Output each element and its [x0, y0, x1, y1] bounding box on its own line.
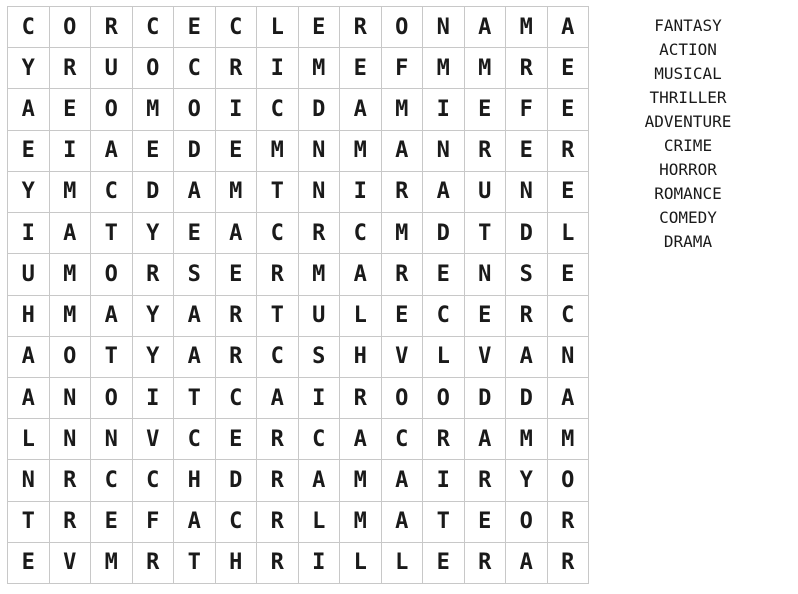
grid-cell[interactable]: N — [423, 7, 465, 48]
grid-cell[interactable]: T — [91, 213, 133, 254]
grid-cell[interactable]: O — [50, 337, 92, 378]
grid-cell[interactable]: O — [548, 460, 590, 501]
grid-cell[interactable]: E — [299, 7, 341, 48]
grid-cell[interactable]: R — [50, 502, 92, 543]
grid-cell[interactable]: N — [299, 172, 341, 213]
grid-cell[interactable]: V — [133, 419, 175, 460]
grid-cell[interactable]: D — [299, 89, 341, 130]
grid-cell[interactable]: C — [340, 213, 382, 254]
grid-cell[interactable]: A — [8, 89, 50, 130]
grid-cell[interactable]: F — [133, 502, 175, 543]
grid-cell[interactable]: D — [506, 213, 548, 254]
grid-cell[interactable]: D — [423, 213, 465, 254]
grid-cell[interactable]: I — [257, 48, 299, 89]
word-list-item: THRILLER — [649, 88, 727, 107]
grid-cell[interactable]: R — [257, 419, 299, 460]
word-list-item: ADVENTURE — [644, 112, 732, 131]
grid-cell[interactable]: R — [216, 296, 258, 337]
grid-cell[interactable]: O — [91, 89, 133, 130]
grid-cell[interactable]: I — [8, 213, 50, 254]
grid-cell[interactable]: A — [548, 7, 590, 48]
grid-cell[interactable]: M — [216, 172, 258, 213]
grid-cell[interactable]: T — [257, 172, 299, 213]
grid-cell[interactable]: T — [91, 337, 133, 378]
grid-cell[interactable]: A — [506, 543, 548, 584]
grid-cell[interactable]: R — [465, 460, 507, 501]
grid-cell[interactable]: R — [257, 502, 299, 543]
grid-cell[interactable]: L — [257, 7, 299, 48]
grid-cell[interactable]: R — [257, 254, 299, 295]
grid-cell[interactable]: O — [382, 378, 424, 419]
grid-cell[interactable]: E — [506, 131, 548, 172]
grid-cell[interactable]: L — [8, 419, 50, 460]
grid-cell[interactable]: E — [548, 48, 590, 89]
grid-cell[interactable]: T — [174, 543, 216, 584]
grid-cell[interactable]: N — [91, 419, 133, 460]
grid-cell[interactable]: D — [133, 172, 175, 213]
grid-cell[interactable]: L — [299, 502, 341, 543]
grid-cell[interactable]: A — [174, 172, 216, 213]
grid-cell[interactable]: M — [548, 419, 590, 460]
grid-cell[interactable]: M — [382, 89, 424, 130]
grid-cell[interactable]: R — [299, 213, 341, 254]
grid-cell[interactable]: M — [382, 213, 424, 254]
grid-cell[interactable]: T — [423, 502, 465, 543]
grid-cell[interactable]: E — [465, 89, 507, 130]
grid-cell[interactable]: R — [91, 7, 133, 48]
grid-cell[interactable]: R — [50, 460, 92, 501]
grid-cell[interactable]: C — [216, 378, 258, 419]
grid-cell[interactable]: R — [50, 48, 92, 89]
word-list-item: CRIME — [663, 136, 713, 155]
grid-cell[interactable]: D — [506, 378, 548, 419]
grid-cell[interactable]: C — [216, 502, 258, 543]
grid-cell[interactable]: U — [8, 254, 50, 295]
grid-cell[interactable]: E — [340, 48, 382, 89]
grid-cell[interactable]: A — [257, 378, 299, 419]
grid-cell[interactable]: R — [216, 48, 258, 89]
grid-cell[interactable]: V — [465, 337, 507, 378]
grid-cell[interactable]: C — [91, 172, 133, 213]
grid-cell[interactable]: H — [8, 296, 50, 337]
grid-cell[interactable]: C — [423, 296, 465, 337]
grid-cell[interactable]: Y — [8, 48, 50, 89]
grid-cell[interactable]: M — [91, 543, 133, 584]
grid-cell[interactable]: A — [340, 89, 382, 130]
grid-cell[interactable]: A — [174, 296, 216, 337]
grid-cell[interactable]: F — [382, 48, 424, 89]
grid-cell[interactable]: A — [91, 296, 133, 337]
grid-cell[interactable]: E — [382, 296, 424, 337]
grid-cell[interactable]: N — [50, 419, 92, 460]
grid-cell[interactable]: A — [91, 131, 133, 172]
grid-cell[interactable]: M — [506, 7, 548, 48]
word-list-item: MUSICAL — [654, 64, 722, 83]
word-list-item: HORROR — [659, 160, 717, 179]
grid-cell[interactable]: M — [133, 89, 175, 130]
grid-cell[interactable]: M — [50, 296, 92, 337]
grid-cell[interactable]: S — [299, 337, 341, 378]
grid-cell[interactable]: R — [257, 460, 299, 501]
grid-cell[interactable]: V — [382, 337, 424, 378]
grid-cell[interactable]: A — [299, 460, 341, 501]
grid-cell[interactable]: F — [506, 89, 548, 130]
word-list-item: ROMANCE — [654, 184, 722, 203]
grid-cell[interactable]: T — [8, 502, 50, 543]
grid-cell[interactable]: C — [216, 7, 258, 48]
grid-cell[interactable]: M — [423, 48, 465, 89]
grid-cell[interactable]: M — [257, 131, 299, 172]
word-list — [628, 14, 748, 254]
grid-cell[interactable]: L — [382, 543, 424, 584]
grid-cell[interactable]: R — [257, 543, 299, 584]
grid-cell[interactable]: E — [216, 254, 258, 295]
grid-cell[interactable]: C — [91, 460, 133, 501]
grid-cell[interactable]: C — [548, 296, 590, 337]
grid-cell[interactable]: N — [8, 460, 50, 501]
grid-cell[interactable]: U — [465, 172, 507, 213]
grid-cell[interactable]: U — [299, 296, 341, 337]
grid-cell[interactable]: H — [174, 460, 216, 501]
grid-cell[interactable]: C — [257, 213, 299, 254]
grid-cell[interactable]: A — [340, 254, 382, 295]
grid-cell[interactable]: A — [423, 172, 465, 213]
grid-cell[interactable]: I — [133, 378, 175, 419]
grid-cell[interactable]: V — [50, 543, 92, 584]
grid-cell[interactable]: C — [257, 89, 299, 130]
grid-cell[interactable]: R — [465, 131, 507, 172]
grid-cell[interactable]: O — [423, 378, 465, 419]
grid-cell[interactable]: D — [174, 131, 216, 172]
grid-cell[interactable]: E — [8, 131, 50, 172]
grid-cell[interactable]: M — [299, 48, 341, 89]
grid-cell[interactable]: O — [382, 7, 424, 48]
grid-cell[interactable]: I — [50, 131, 92, 172]
grid-cell[interactable]: C — [174, 419, 216, 460]
grid-cell[interactable]: Y — [8, 172, 50, 213]
grid-cell[interactable]: E — [423, 254, 465, 295]
grid-cell[interactable]: M — [50, 172, 92, 213]
grid-cell[interactable]: A — [216, 213, 258, 254]
grid-cell[interactable]: M — [506, 419, 548, 460]
grid-cell[interactable]: E — [423, 543, 465, 584]
word-search-grid — [7, 6, 589, 584]
grid-cell[interactable]: A — [8, 378, 50, 419]
grid-cell[interactable]: E — [50, 89, 92, 130]
grid-cell[interactable]: H — [216, 543, 258, 584]
grid-cell[interactable]: A — [50, 213, 92, 254]
grid-cell[interactable]: C — [382, 419, 424, 460]
grid-cell[interactable]: E — [465, 502, 507, 543]
grid-cell[interactable]: E — [8, 543, 50, 584]
grid-cell[interactable]: O — [133, 48, 175, 89]
grid-cell[interactable]: R — [548, 543, 590, 584]
grid-cell[interactable]: R — [548, 131, 590, 172]
grid-cell[interactable]: L — [423, 337, 465, 378]
grid-cell[interactable]: A — [8, 337, 50, 378]
grid-cell[interactable]: C — [257, 337, 299, 378]
grid-cell[interactable]: C — [133, 460, 175, 501]
grid-cell[interactable]: A — [174, 337, 216, 378]
grid-cell[interactable]: E — [91, 502, 133, 543]
grid-cell[interactable]: M — [299, 254, 341, 295]
grid-cell[interactable]: E — [216, 131, 258, 172]
grid-cell[interactable]: E — [465, 296, 507, 337]
grid-cell[interactable]: C — [133, 7, 175, 48]
grid-cell[interactable]: E — [174, 213, 216, 254]
grid-cell[interactable]: T — [257, 296, 299, 337]
grid-cell[interactable]: A — [340, 419, 382, 460]
grid-cell[interactable]: S — [506, 254, 548, 295]
grid-cell[interactable]: N — [423, 131, 465, 172]
grid-cell[interactable]: A — [382, 131, 424, 172]
grid-cell[interactable]: U — [91, 48, 133, 89]
grid-cell[interactable]: D — [465, 378, 507, 419]
grid-cell[interactable]: E — [133, 131, 175, 172]
grid-cell[interactable]: A — [465, 419, 507, 460]
grid-cell[interactable]: R — [506, 48, 548, 89]
grid-cell[interactable]: M — [50, 254, 92, 295]
grid-cell[interactable]: S — [174, 254, 216, 295]
grid-cell[interactable]: E — [216, 419, 258, 460]
grid-cell[interactable]: R — [133, 254, 175, 295]
grid-cell[interactable]: R — [340, 378, 382, 419]
grid-cell[interactable]: T — [174, 378, 216, 419]
grid-cell[interactable]: L — [548, 213, 590, 254]
grid-cell[interactable]: M — [340, 502, 382, 543]
grid-cell[interactable]: E — [548, 254, 590, 295]
grid-cell[interactable]: N — [50, 378, 92, 419]
grid-cell[interactable]: N — [299, 131, 341, 172]
grid-cell[interactable]: D — [216, 460, 258, 501]
grid-cell[interactable]: C — [174, 48, 216, 89]
grid-cell[interactable]: N — [506, 172, 548, 213]
grid-cell[interactable]: O — [91, 254, 133, 295]
grid-cell[interactable]: O — [506, 502, 548, 543]
grid-cell[interactable]: E — [174, 7, 216, 48]
grid-cell[interactable]: O — [91, 378, 133, 419]
grid-cell[interactable]: Y — [133, 296, 175, 337]
grid-cell[interactable]: R — [548, 502, 590, 543]
grid-cell[interactable]: A — [174, 502, 216, 543]
grid-cell[interactable]: E — [548, 172, 590, 213]
grid-cell[interactable]: A — [382, 460, 424, 501]
grid-cell[interactable]: R — [465, 543, 507, 584]
grid-cell[interactable]: L — [340, 543, 382, 584]
grid-cell[interactable]: N — [548, 337, 590, 378]
grid-cell[interactable]: I — [299, 543, 341, 584]
grid-cell[interactable]: I — [423, 89, 465, 130]
grid-cell[interactable]: R — [133, 543, 175, 584]
grid-cell[interactable]: R — [340, 7, 382, 48]
grid-cell[interactable]: A — [382, 502, 424, 543]
grid-cell[interactable]: I — [299, 378, 341, 419]
grid-cell[interactable]: L — [340, 296, 382, 337]
grid-cell[interactable]: C — [8, 7, 50, 48]
grid-cell[interactable]: H — [340, 337, 382, 378]
grid-cell[interactable]: A — [548, 378, 590, 419]
grid-cell[interactable]: A — [465, 7, 507, 48]
grid-cell[interactable]: R — [506, 296, 548, 337]
grid-cell[interactable]: I — [340, 172, 382, 213]
grid-cell[interactable]: M — [340, 131, 382, 172]
grid-cell[interactable]: Y — [133, 337, 175, 378]
grid-cell[interactable]: O — [174, 89, 216, 130]
grid-cell[interactable]: O — [50, 7, 92, 48]
word-list-item: COMEDY — [659, 208, 717, 227]
grid-cell[interactable]: Y — [506, 460, 548, 501]
grid-cell[interactable]: R — [216, 337, 258, 378]
grid-cell[interactable]: R — [423, 419, 465, 460]
grid-cell[interactable]: M — [465, 48, 507, 89]
grid-cell[interactable]: I — [423, 460, 465, 501]
grid-cell[interactable]: T — [465, 213, 507, 254]
grid-cell[interactable]: N — [465, 254, 507, 295]
word-list-item: DRAMA — [663, 232, 713, 251]
grid-cell[interactable]: Y — [133, 213, 175, 254]
grid-cell[interactable]: R — [382, 172, 424, 213]
grid-cell[interactable]: R — [382, 254, 424, 295]
grid-cell[interactable]: C — [299, 419, 341, 460]
grid-cell[interactable]: A — [506, 337, 548, 378]
word-list-item: ACTION — [659, 40, 717, 59]
grid-cell[interactable]: I — [216, 89, 258, 130]
grid-cell[interactable]: E — [548, 89, 590, 130]
word-list-item: FANTASY — [654, 16, 722, 35]
grid-cell[interactable]: M — [340, 460, 382, 501]
